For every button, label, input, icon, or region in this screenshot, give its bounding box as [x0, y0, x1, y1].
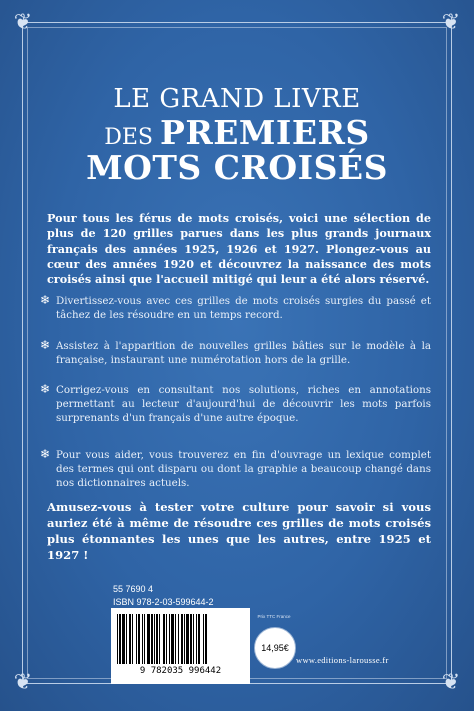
corner-ornament-icon: ❦ [441, 670, 461, 695]
bullet-item [38, 339, 431, 367]
title-line-2 [0, 113, 474, 152]
reference-code: 55 7690 4 [113, 584, 154, 594]
corner-ornament-icon: ❦ [13, 10, 33, 35]
bullet-text: Assistez à l'apparition de nouvelles grilles bâties sur le modèle à la française, instaurant une numérotation hors de la grille. [56, 340, 431, 367]
bullet-text: Pour vous aider, vous trouverez en fin d'ouvrage un lexique complet des termes qui ont disparu ou dont la graphie a beaucoup changé dans nos dictionnaires actuels. [56, 449, 431, 490]
barcode-number: 9 782035 996442 [139, 666, 222, 676]
bullet-text: Corrigez-vous en consultant nos solutions, riches en annotations permettant au lecteur d'aujourd'hui de découvrir les mots parfois surprenants d'un français d'une autre époque. [56, 384, 431, 425]
publisher-website: www.editions-larousse.fr [296, 655, 389, 665]
corner-ornament-icon: ❦ [13, 670, 33, 695]
snowflake-icon: ❄ [39, 338, 51, 352]
title-premiers: PREMIERS [160, 113, 370, 152]
barcode-bars-icon [115, 614, 246, 666]
price-badge: 14,95€ [254, 627, 296, 669]
title-line-3: MOTS CROISÉS [86, 148, 388, 187]
outro-paragraph: Amusez-vous à tester votre culture pour savoir si vous auriez été à même de résoudre ces grilles de mots croisés plus étonnantes les unes que les autres, entre 1925 et 1927 ! [47, 500, 431, 562]
title-des: DES [104, 125, 153, 150]
bullet-item [38, 448, 431, 491]
intro-paragraph: Pour tous les férus de mots croisés, voici une sélection de plus de 120 grilles parues dans les plus grands journaux français des années 1925, 1926 et 1927. Plongez-vous au cœur des années 1920 et découvrez la naissance des mots croisés ainsi que l'accueil mitigé qui leur a été alors réservé. [47, 211, 431, 287]
isbn-code: ISBN 978-2-03-599644-2 [113, 597, 214, 607]
title-line-1: LE GRAND LIVRE [113, 84, 361, 114]
snowflake-icon: ❄ [39, 382, 51, 396]
bullet-item [38, 294, 431, 322]
corner-ornament-icon: ❦ [441, 10, 461, 35]
price-note: Prix TTC France [257, 614, 291, 619]
product-codes [113, 583, 214, 609]
snowflake-icon: ❄ [39, 447, 51, 461]
bullet-text: Divertissez-vous avec ces grilles de mots croisés surgies du passé et tâchez de les résoudre en un temps record. [56, 295, 431, 322]
bullet-item [38, 383, 431, 426]
snowflake-icon: ❄ [39, 293, 51, 307]
barcode [111, 608, 250, 684]
